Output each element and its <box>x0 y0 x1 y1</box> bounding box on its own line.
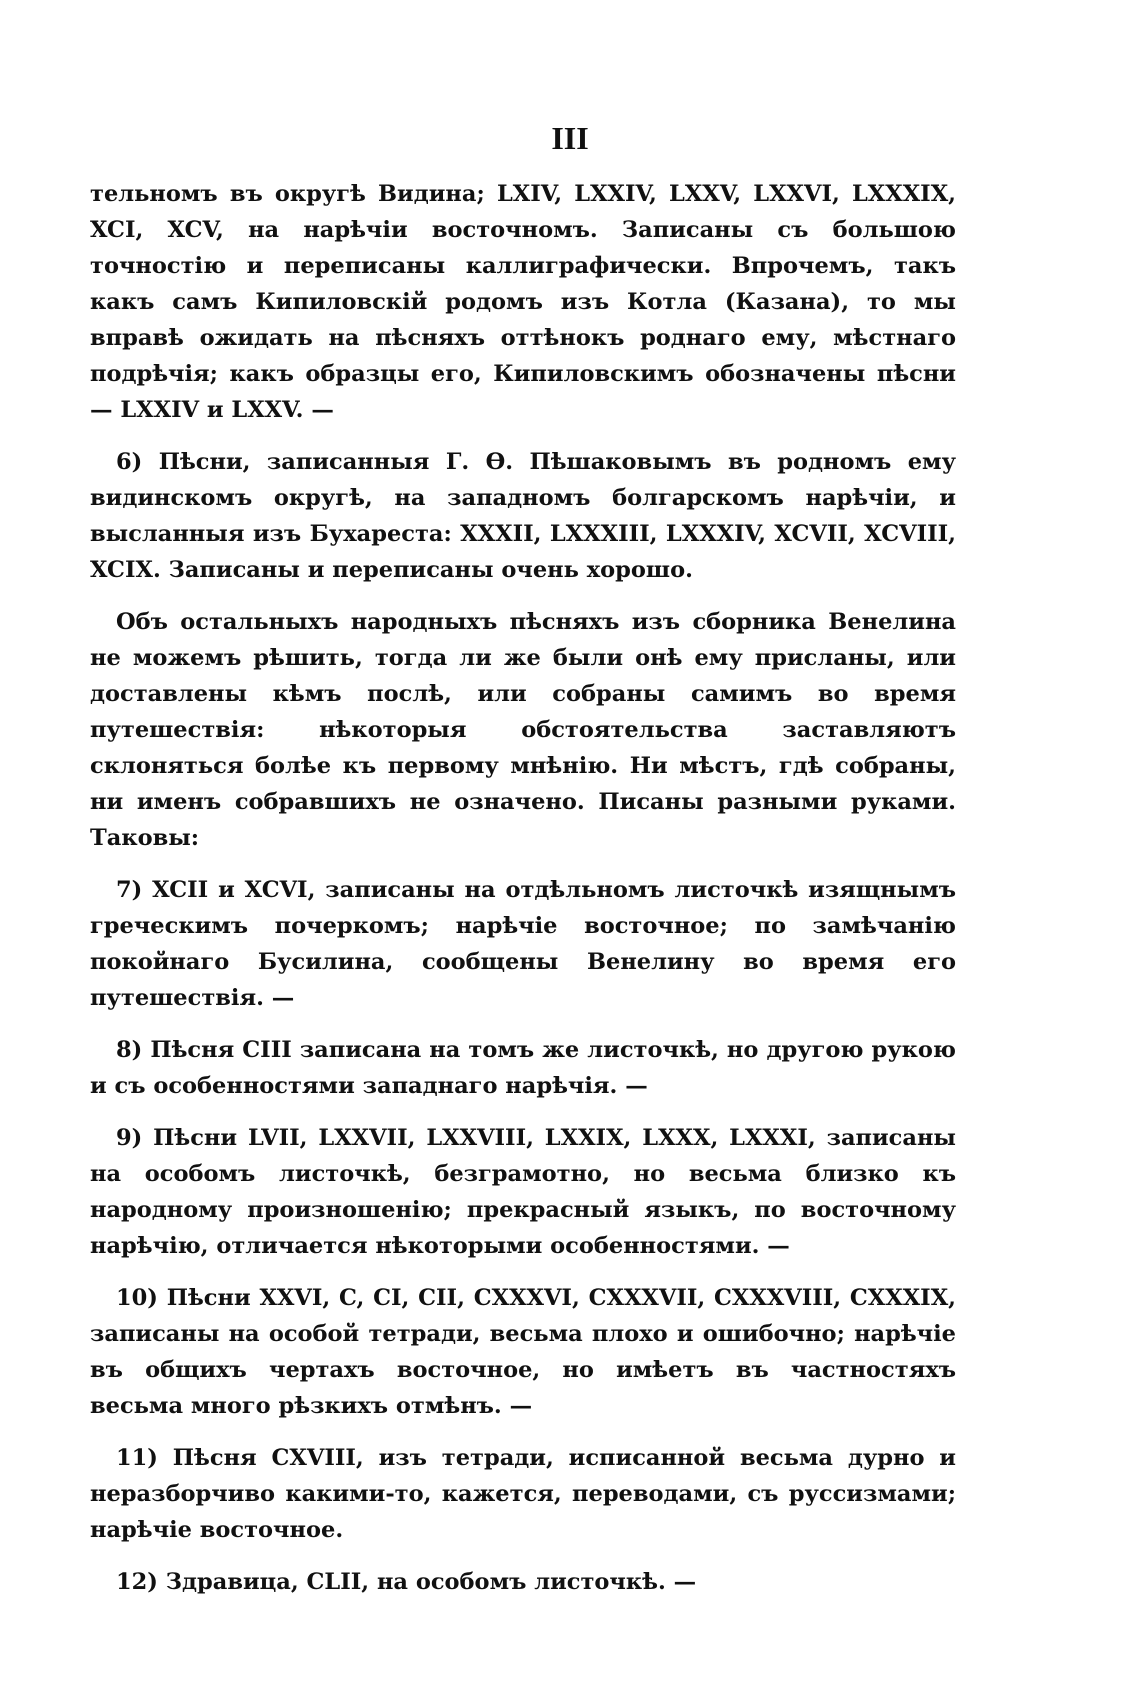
body-text <box>90 176 956 1600</box>
page-number: III <box>551 120 589 156</box>
paragraph-remaining-songs: Объ остальныхъ народныхъ пѣсняхъ изъ сборника Венелина не можемъ рѣшить, тогда ли же были онѣ ему присланы, или доставлены кѣмъ послѣ, или собраны самимъ во время путешествія: нѣкоторыя обстоятельства заставляютъ склоняться болѣе къ первому мнѣнію. Ни мѣстъ, гдѣ собраны, ни именъ собравшихъ не означено. Писаны разными руками. Таковы: <box>90 609 956 851</box>
paragraph-continuation: тельномъ въ округѣ Видина; LXIV, LXXIV, LXXV, LXXVI, LXXXIX, XCI, XCV, на нарѣчіи восточномъ. Записаны съ большою точностію и переписаны каллиграфически. Впрочемъ, такъ какъ самъ Кипиловскій родомъ изъ Котла (Казана), то мы вправѣ ожидать на пѣсняхъ оттѣнокъ роднаго ему, мѣстнаго подрѣчія; какъ образцы его, Кипиловскимъ обозначены пѣсни — LXXIV и LXXV. — <box>90 181 956 423</box>
paragraph-item-8: 8) Пѣсня CIII записана на томъ же листочкѣ, но другою рукою и съ особенностями западнаго нарѣчія. — <box>90 1037 956 1099</box>
paragraph-item-12: 12) Здравица, CLII, на особомъ листочкѣ. — <box>116 1569 697 1595</box>
paragraph-item-11: 11) Пѣсня CXVIII, изъ тетради, исписанной весьма дурно и неразборчиво какими-то, кажется, переводами, съ руссизмами; нарѣчіе восточное. <box>90 1445 956 1543</box>
paragraph-item-10: 10) Пѣсни XXVI, C, CI, CII, CXXXVI, CXXXVII, CXXXVIII, CXXXIX, записаны на особой тетради, весьма плохо и ошибочно; нарѣчіе въ общихъ чертахъ восточное, но имѣетъ въ частностяхъ весьма много рѣзкихъ отмѣнъ. — <box>90 1285 956 1419</box>
paragraph-item-6: 6) Пѣсни, записанныя Г. Ѳ. Пѣшаковымъ въ родномъ ему видинскомъ округѣ, на западномъ болгарскомъ нарѣчіи, и высланныя изъ Бухареста: XXXII, LXXXIII, LXXXIV, XCVII, XCVIII, XCIX. Записаны и переписаны очень хорошо. <box>90 449 956 583</box>
paragraph-item-7: 7) XCII и XCVI, записаны на отдѣльномъ листочкѣ изящнымъ греческимъ почеркомъ; нарѣчіе восточное; по замѣчанію покойнаго Бусилина, сообщены Венелину во время его путешествія. — <box>90 877 956 1011</box>
paragraph-item-9: 9) Пѣсни LVII, LXXVII, LXXVIII, LXXIX, LXXX, LXXXI, записаны на особомъ листочкѣ, безграмотно, но весьма близко къ народному произношенію; прекрасный языкъ, по восточному нарѣчію, отличается нѣкоторыми особенностями. — <box>90 1125 956 1259</box>
